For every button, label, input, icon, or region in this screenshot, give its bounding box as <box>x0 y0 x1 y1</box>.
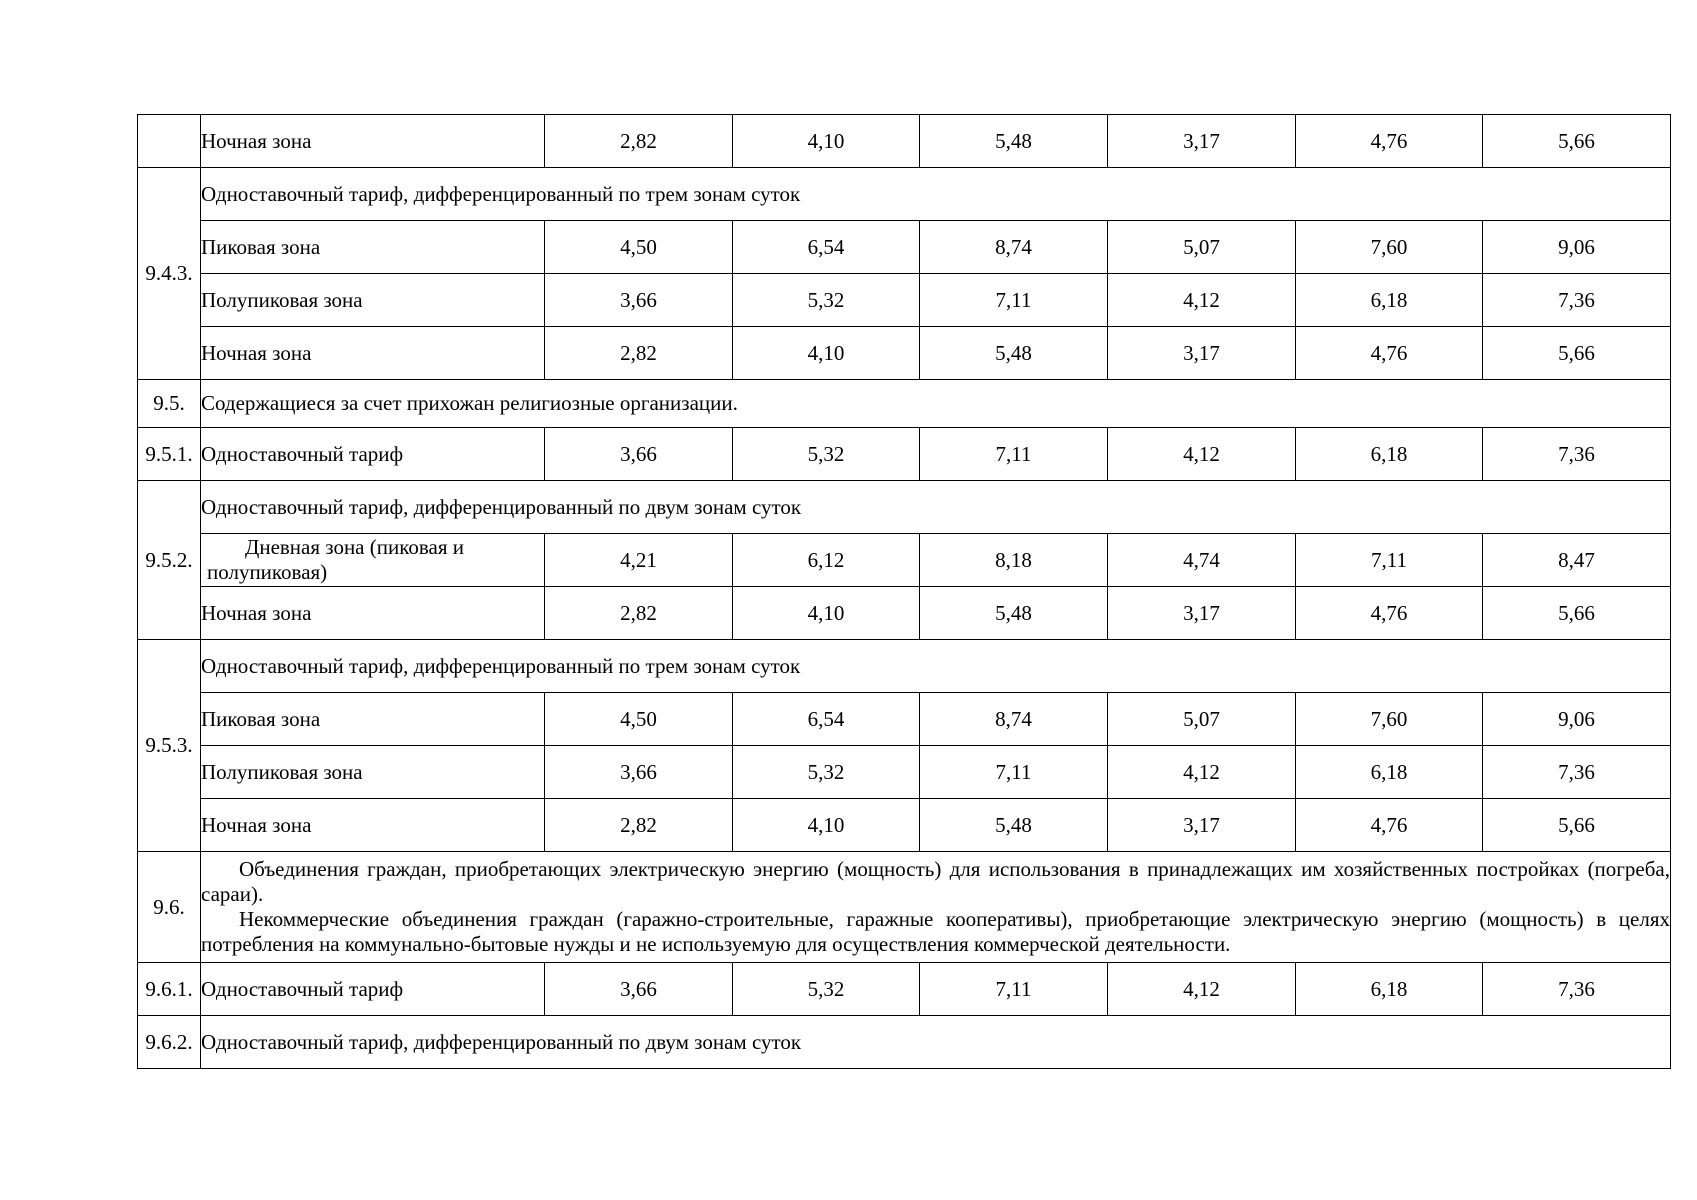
value-cell: 6,18 <box>1296 428 1483 481</box>
value-cell: 7,36 <box>1483 963 1671 1016</box>
table-row <box>138 380 1671 428</box>
table-row <box>138 327 1671 380</box>
value-cell: 8,47 <box>1483 534 1671 587</box>
value-cell: 6,18 <box>1296 746 1483 799</box>
section-title: Содержащиеся за счет прихожан религиозные организации. <box>201 380 1671 428</box>
table-row <box>138 481 1671 534</box>
tariff-table <box>137 114 1671 1069</box>
table-row <box>138 115 1671 168</box>
value-cell: 4,12 <box>1108 428 1296 481</box>
value-cell: 5,32 <box>733 428 920 481</box>
row-code: 9.6. <box>138 852 201 963</box>
value-cell: 4,21 <box>545 534 733 587</box>
value-cell: 2,82 <box>545 799 733 852</box>
value-cell: 5,66 <box>1483 115 1671 168</box>
row-label: Полупиковая зона <box>201 746 545 799</box>
value-cell: 7,36 <box>1483 746 1671 799</box>
value-cell: 5,48 <box>920 327 1108 380</box>
value-cell: 4,76 <box>1296 799 1483 852</box>
group-title: Одноставочный тариф, дифференцированный по трем зонам суток <box>201 168 1671 221</box>
value-cell: 5,66 <box>1483 327 1671 380</box>
value-cell: 4,12 <box>1108 274 1296 327</box>
value-cell: 3,17 <box>1108 327 1296 380</box>
row-code: 9.5. <box>138 380 201 428</box>
row-code: 9.6.2. <box>138 1016 201 1069</box>
row-label: Одноставочный тариф <box>201 963 545 1016</box>
value-cell: 4,10 <box>733 587 920 640</box>
row-label: Ночная зона <box>201 587 545 640</box>
value-cell: 6,12 <box>733 534 920 587</box>
row-label: Ночная зона <box>201 327 545 380</box>
value-cell: 4,74 <box>1108 534 1296 587</box>
table-row <box>138 587 1671 640</box>
value-cell: 5,66 <box>1483 587 1671 640</box>
value-cell: 6,54 <box>733 693 920 746</box>
row-label: Ночная зона <box>201 115 545 168</box>
value-cell: 7,11 <box>920 746 1108 799</box>
table-row <box>138 1016 1671 1069</box>
value-cell: 4,12 <box>1108 746 1296 799</box>
value-cell: 5,32 <box>733 963 920 1016</box>
value-cell: 6,18 <box>1296 963 1483 1016</box>
row-label: Ночная зона <box>201 799 545 852</box>
value-cell: 4,76 <box>1296 327 1483 380</box>
value-cell: 7,36 <box>1483 274 1671 327</box>
value-cell: 3,66 <box>545 274 733 327</box>
value-cell: 4,12 <box>1108 963 1296 1016</box>
value-cell: 4,10 <box>733 799 920 852</box>
table-row <box>138 963 1671 1016</box>
value-cell: 3,66 <box>545 963 733 1016</box>
value-cell: 8,74 <box>920 693 1108 746</box>
value-cell: 7,11 <box>920 274 1108 327</box>
value-cell: 2,82 <box>545 587 733 640</box>
table-row <box>138 274 1671 327</box>
value-cell: 4,10 <box>733 115 920 168</box>
value-cell: 9,06 <box>1483 221 1671 274</box>
row-label: Полупиковая зона <box>201 274 545 327</box>
value-cell: 4,10 <box>733 327 920 380</box>
value-cell: 5,32 <box>733 746 920 799</box>
value-cell: 3,66 <box>545 428 733 481</box>
table-row <box>138 221 1671 274</box>
row-code <box>138 115 201 168</box>
table-row <box>138 640 1671 693</box>
value-cell: 4,76 <box>1296 115 1483 168</box>
value-cell: 7,60 <box>1296 693 1483 746</box>
value-cell: 5,07 <box>1108 693 1296 746</box>
table-row <box>138 693 1671 746</box>
value-cell: 5,32 <box>733 274 920 327</box>
row-code: 9.5.1. <box>138 428 201 481</box>
value-cell: 3,17 <box>1108 115 1296 168</box>
value-cell: 3,17 <box>1108 587 1296 640</box>
value-cell: 8,74 <box>920 221 1108 274</box>
value-cell: 7,11 <box>920 963 1108 1016</box>
section-paragraph: Некоммерческие объединения граждан (гаражно-строительные, гаражные кооперативы), приобретающие электрическую энергию (мощность) в целях потребления на коммунально-бытовые нужды и не используемую для осуществления коммерческой деятельности. <box>201 907 1670 956</box>
group-title: Одноставочный тариф, дифференцированный по трем зонам суток <box>201 640 1671 693</box>
group-title: Одноставочный тариф, дифференцированный по двум зонам суток <box>201 481 1671 534</box>
value-cell: 6,54 <box>733 221 920 274</box>
value-cell: 5,48 <box>920 587 1108 640</box>
value-cell: 7,36 <box>1483 428 1671 481</box>
section-title: Одноставочный тариф, дифференцированный по двум зонам суток <box>201 1016 1671 1069</box>
value-cell: 3,66 <box>545 746 733 799</box>
value-cell: 5,07 <box>1108 221 1296 274</box>
value-cell: 5,66 <box>1483 799 1671 852</box>
value-cell: 5,48 <box>920 115 1108 168</box>
row-label: Пиковая зона <box>201 221 545 274</box>
value-cell: 7,11 <box>1296 534 1483 587</box>
row-code: 9.5.2. <box>138 481 201 640</box>
value-cell: 4,50 <box>545 221 733 274</box>
row-label: Пиковая зона <box>201 693 545 746</box>
table-row <box>138 799 1671 852</box>
row-label: Одноставочный тариф <box>201 428 545 481</box>
row-label: Дневная зона (пиковая и полупиковая) <box>201 534 545 587</box>
value-cell: 4,76 <box>1296 587 1483 640</box>
table-row <box>138 852 1671 963</box>
value-cell: 2,82 <box>545 115 733 168</box>
value-cell: 6,18 <box>1296 274 1483 327</box>
table-row <box>138 534 1671 587</box>
value-cell: 8,18 <box>920 534 1108 587</box>
value-cell: 7,60 <box>1296 221 1483 274</box>
table-row <box>138 168 1671 221</box>
value-cell: 2,82 <box>545 327 733 380</box>
table-row <box>138 428 1671 481</box>
value-cell: 9,06 <box>1483 693 1671 746</box>
row-code: 9.5.3. <box>138 640 201 852</box>
value-cell: 4,50 <box>545 693 733 746</box>
value-cell: 7,11 <box>920 428 1108 481</box>
row-code: 9.6.1. <box>138 963 201 1016</box>
table-row <box>138 746 1671 799</box>
value-cell: 3,17 <box>1108 799 1296 852</box>
section-paragraph: Объединения граждан, приобретающих электрическую энергию (мощность) для использования в принадлежащих им хозяйственных постройках (погреба, сараи). <box>201 857 1670 907</box>
section-description <box>201 852 1671 963</box>
value-cell: 5,48 <box>920 799 1108 852</box>
row-code: 9.4.3. <box>138 168 201 380</box>
